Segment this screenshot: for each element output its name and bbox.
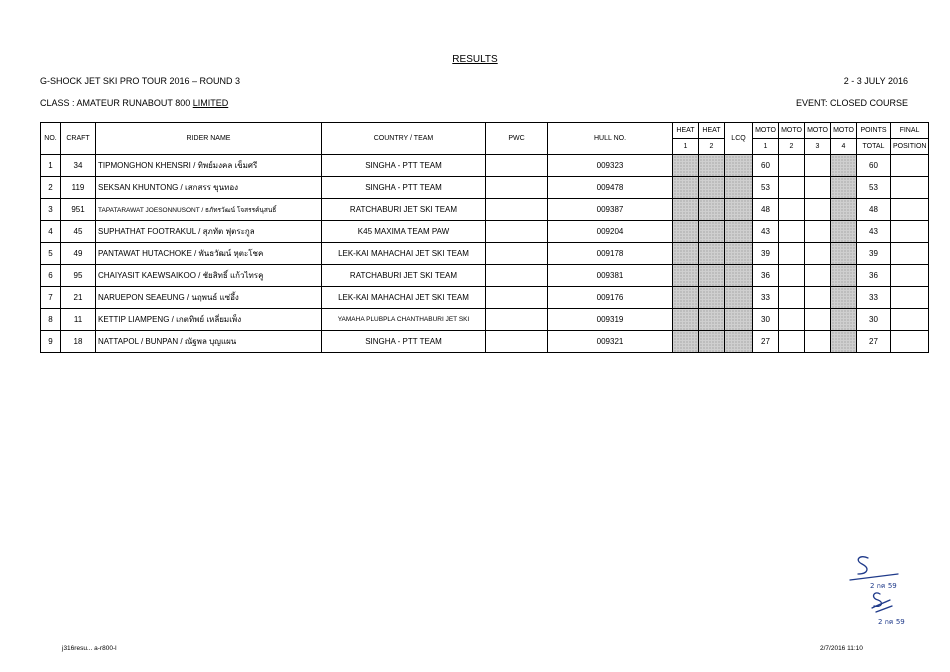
cell-heat2 <box>699 177 725 199</box>
cell-moto2 <box>779 155 805 177</box>
cell-rider: CHAIYASIT KAEWSAIKOO / ชัยสิทธิ์ แก้วไทรคู <box>96 265 322 287</box>
header-hull: HULL NO. <box>548 123 673 155</box>
table-row <box>41 265 929 287</box>
cell-moto3 <box>805 309 831 331</box>
cell-team: RATCHABURI JET SKI TEAM <box>322 199 486 221</box>
cell-moto2 <box>779 287 805 309</box>
footer-file-ref: j316resu... a-r800-l <box>62 645 117 652</box>
cell-heat1 <box>673 177 699 199</box>
table-row <box>41 331 929 353</box>
header-heat2: HEAT <box>699 123 725 139</box>
cell-moto3 <box>805 243 831 265</box>
header-country: COUNTRY / TEAM <box>322 123 486 155</box>
cell-total: 48 <box>857 199 891 221</box>
cell-heat2 <box>699 155 725 177</box>
cell-heat2 <box>699 243 725 265</box>
cell-total: 53 <box>857 177 891 199</box>
table-header-row-1 <box>41 123 929 139</box>
table-row <box>41 287 929 309</box>
cell-lcq <box>725 287 753 309</box>
cell-lcq <box>725 309 753 331</box>
cell-pwc <box>486 155 548 177</box>
cell-final <box>891 199 929 221</box>
cell-heat1 <box>673 155 699 177</box>
event-date: 2 - 3 JULY 2016 <box>843 76 908 86</box>
cell-no: 4 <box>41 221 61 243</box>
event-name: G-SHOCK JET SKI PRO TOUR 2016 – ROUND 3 <box>40 76 241 86</box>
header-points-total: TOTAL <box>857 139 891 155</box>
cell-rider: NARUEPON SEAEUNG / นฤพนธ์ แซ่อึ้ง <box>96 287 322 309</box>
cell-heat1 <box>673 287 699 309</box>
cell-rider: KETTIP LIAMPENG / เกตทิพย์ เหลี่ยมเพ็ง <box>96 309 322 331</box>
cell-moto4 <box>831 331 857 353</box>
cell-team: YAMAHA PLUBPLA CHANTHABURI JET SKI <box>322 309 486 331</box>
cell-moto1: 43 <box>753 221 779 243</box>
cell-pwc <box>486 309 548 331</box>
cell-moto1: 30 <box>753 309 779 331</box>
cell-moto1: 53 <box>753 177 779 199</box>
cell-moto4 <box>831 155 857 177</box>
cell-final <box>891 265 929 287</box>
cell-pwc <box>486 199 548 221</box>
signature-1-underline <box>850 574 898 580</box>
cell-team: LEK-KAI MAHACHAI JET SKI TEAM <box>322 243 486 265</box>
header-craft: CRAFT <box>61 123 96 155</box>
cell-moto2 <box>779 221 805 243</box>
cell-moto3 <box>805 199 831 221</box>
header-moto4: MOTO <box>831 123 857 139</box>
cell-lcq <box>725 177 753 199</box>
cell-moto4 <box>831 287 857 309</box>
cell-total: 30 <box>857 309 891 331</box>
cell-moto1: 27 <box>753 331 779 353</box>
cell-final <box>891 221 929 243</box>
header-final: FINAL <box>891 123 929 139</box>
cell-no: 5 <box>41 243 61 265</box>
cell-final <box>891 287 929 309</box>
cell-heat1 <box>673 221 699 243</box>
cell-moto1: 33 <box>753 287 779 309</box>
cell-hull: 009204 <box>548 221 673 243</box>
cell-moto3 <box>805 287 831 309</box>
cell-heat2 <box>699 199 725 221</box>
cell-moto3 <box>805 155 831 177</box>
cell-moto3 <box>805 221 831 243</box>
cell-moto2 <box>779 309 805 331</box>
cell-no: 1 <box>41 155 61 177</box>
header-moto1-num: 1 <box>753 139 779 155</box>
header-pwc: PWC <box>486 123 548 155</box>
cell-moto3 <box>805 177 831 199</box>
cell-heat2 <box>699 309 725 331</box>
cell-rider: TIPMONGHON KHENSRI / ทิพย์มงคล เข็มศรี <box>96 155 322 177</box>
table-row <box>41 309 929 331</box>
cell-team: SINGHA - PTT TEAM <box>322 331 486 353</box>
cell-hull: 009381 <box>548 265 673 287</box>
cell-no: 7 <box>41 287 61 309</box>
cell-craft: 34 <box>61 155 96 177</box>
header-heat2-num: 2 <box>699 139 725 155</box>
table-row <box>41 177 929 199</box>
cell-no: 8 <box>41 309 61 331</box>
cell-team: K45 MAXIMA TEAM PAW <box>322 221 486 243</box>
cell-rider: SUPHATHAT FOOTRAKUL / สุภทัต ฟุตระกูล <box>96 221 322 243</box>
header-moto3-num: 3 <box>805 139 831 155</box>
event-type: EVENT: CLOSED COURSE <box>795 98 908 108</box>
cell-rider: PANTAWAT HUTACHOKE / พันธวัฒน์ หุตะโชค <box>96 243 322 265</box>
cell-rider: SEKSAN KHUNTONG / เสกสรร ขุนทอง <box>96 177 322 199</box>
class-limited: LIMITED <box>192 98 229 108</box>
cell-craft: 951 <box>61 199 96 221</box>
header-rider: RIDER NAME <box>96 123 322 155</box>
header-final-position: POSITION <box>891 139 929 155</box>
signature-2-flourish <box>872 600 892 612</box>
header-no: NO. <box>41 123 61 155</box>
cell-total: 33 <box>857 287 891 309</box>
table-row <box>41 243 929 265</box>
cell-rider: TAPATARAWAT JOESONNUSONT / ธภัทรวัฒน์ โจสรรค์นุสนธิ์ <box>96 199 322 221</box>
header-moto4-num: 4 <box>831 139 857 155</box>
cell-hull: 009323 <box>548 155 673 177</box>
cell-craft: 95 <box>61 265 96 287</box>
cell-moto1: 48 <box>753 199 779 221</box>
table-row <box>41 155 929 177</box>
cell-no: 6 <box>41 265 61 287</box>
cell-pwc <box>486 331 548 353</box>
cell-team: LEK-KAI MAHACHAI JET SKI TEAM <box>322 287 486 309</box>
cell-heat2 <box>699 265 725 287</box>
class-label <box>40 98 228 108</box>
cell-moto1: 60 <box>753 155 779 177</box>
cell-hull: 009319 <box>548 309 673 331</box>
header-heat1: HEAT <box>673 123 699 139</box>
cell-pwc <box>486 221 548 243</box>
class-prefix: CLASS : AMATEUR RUNABOUT 800 <box>40 98 193 108</box>
cell-team: RATCHABURI JET SKI TEAM <box>322 265 486 287</box>
cell-moto4 <box>831 221 857 243</box>
table-row <box>41 221 929 243</box>
header-lcq: LCQ <box>725 123 753 155</box>
header-points: POINTS <box>857 123 891 139</box>
cell-heat1 <box>673 309 699 331</box>
cell-team: SINGHA - PTT TEAM <box>322 155 486 177</box>
signature-2-date: 2 กค 59 <box>878 618 905 626</box>
results-title: RESULTS <box>452 54 498 65</box>
cell-final <box>891 177 929 199</box>
cell-moto1: 36 <box>753 265 779 287</box>
cell-final <box>891 243 929 265</box>
cell-moto3 <box>805 331 831 353</box>
signature-1-mark <box>858 557 868 574</box>
cell-heat2 <box>699 331 725 353</box>
cell-total: 60 <box>857 155 891 177</box>
cell-craft: 45 <box>61 221 96 243</box>
cell-craft: 18 <box>61 331 96 353</box>
cell-final <box>891 309 929 331</box>
cell-moto4 <box>831 309 857 331</box>
cell-craft: 21 <box>61 287 96 309</box>
cell-final <box>891 155 929 177</box>
cell-hull: 009478 <box>548 177 673 199</box>
cell-pwc <box>486 265 548 287</box>
cell-lcq <box>725 331 753 353</box>
cell-no: 3 <box>41 199 61 221</box>
signature-1-date: 2 กค 59 <box>870 582 897 590</box>
cell-heat1 <box>673 199 699 221</box>
cell-moto2 <box>779 265 805 287</box>
cell-lcq <box>725 155 753 177</box>
cell-heat1 <box>673 331 699 353</box>
cell-heat2 <box>699 287 725 309</box>
cell-total: 39 <box>857 243 891 265</box>
cell-moto4 <box>831 199 857 221</box>
cell-craft: 119 <box>61 177 96 199</box>
results-table <box>40 122 929 353</box>
cell-moto2 <box>779 331 805 353</box>
header-moto2-num: 2 <box>779 139 805 155</box>
cell-moto2 <box>779 243 805 265</box>
cell-lcq <box>725 243 753 265</box>
cell-hull: 009387 <box>548 199 673 221</box>
header-moto1: MOTO <box>753 123 779 139</box>
cell-moto1: 39 <box>753 243 779 265</box>
cell-moto4 <box>831 177 857 199</box>
table-row <box>41 199 929 221</box>
cell-hull: 009321 <box>548 331 673 353</box>
cell-total: 27 <box>857 331 891 353</box>
cell-total: 36 <box>857 265 891 287</box>
cell-moto3 <box>805 265 831 287</box>
header-moto2: MOTO <box>779 123 805 139</box>
header-moto3: MOTO <box>805 123 831 139</box>
cell-rider: NATTAPOL / BUNPAN / ณัฐพล บุญแผน <box>96 331 322 353</box>
cell-moto2 <box>779 199 805 221</box>
cell-no: 2 <box>41 177 61 199</box>
cell-pwc <box>486 177 548 199</box>
cell-pwc <box>486 287 548 309</box>
footer-timestamp: 2/7/2016 11:10 <box>820 645 863 652</box>
cell-craft: 11 <box>61 309 96 331</box>
cell-total: 43 <box>857 221 891 243</box>
cell-no: 9 <box>41 331 61 353</box>
cell-lcq <box>725 199 753 221</box>
cell-moto2 <box>779 177 805 199</box>
cell-lcq <box>725 221 753 243</box>
cell-lcq <box>725 265 753 287</box>
cell-hull: 009178 <box>548 243 673 265</box>
cell-moto4 <box>831 265 857 287</box>
cell-moto4 <box>831 243 857 265</box>
cell-craft: 49 <box>61 243 96 265</box>
cell-hull: 009176 <box>548 287 673 309</box>
cell-team: SINGHA - PTT TEAM <box>322 177 486 199</box>
cell-heat1 <box>673 265 699 287</box>
cell-heat1 <box>673 243 699 265</box>
cell-pwc <box>486 243 548 265</box>
cell-final <box>891 331 929 353</box>
cell-heat2 <box>699 221 725 243</box>
header-heat1-num: 1 <box>673 139 699 155</box>
handwritten-signatures <box>840 550 910 640</box>
